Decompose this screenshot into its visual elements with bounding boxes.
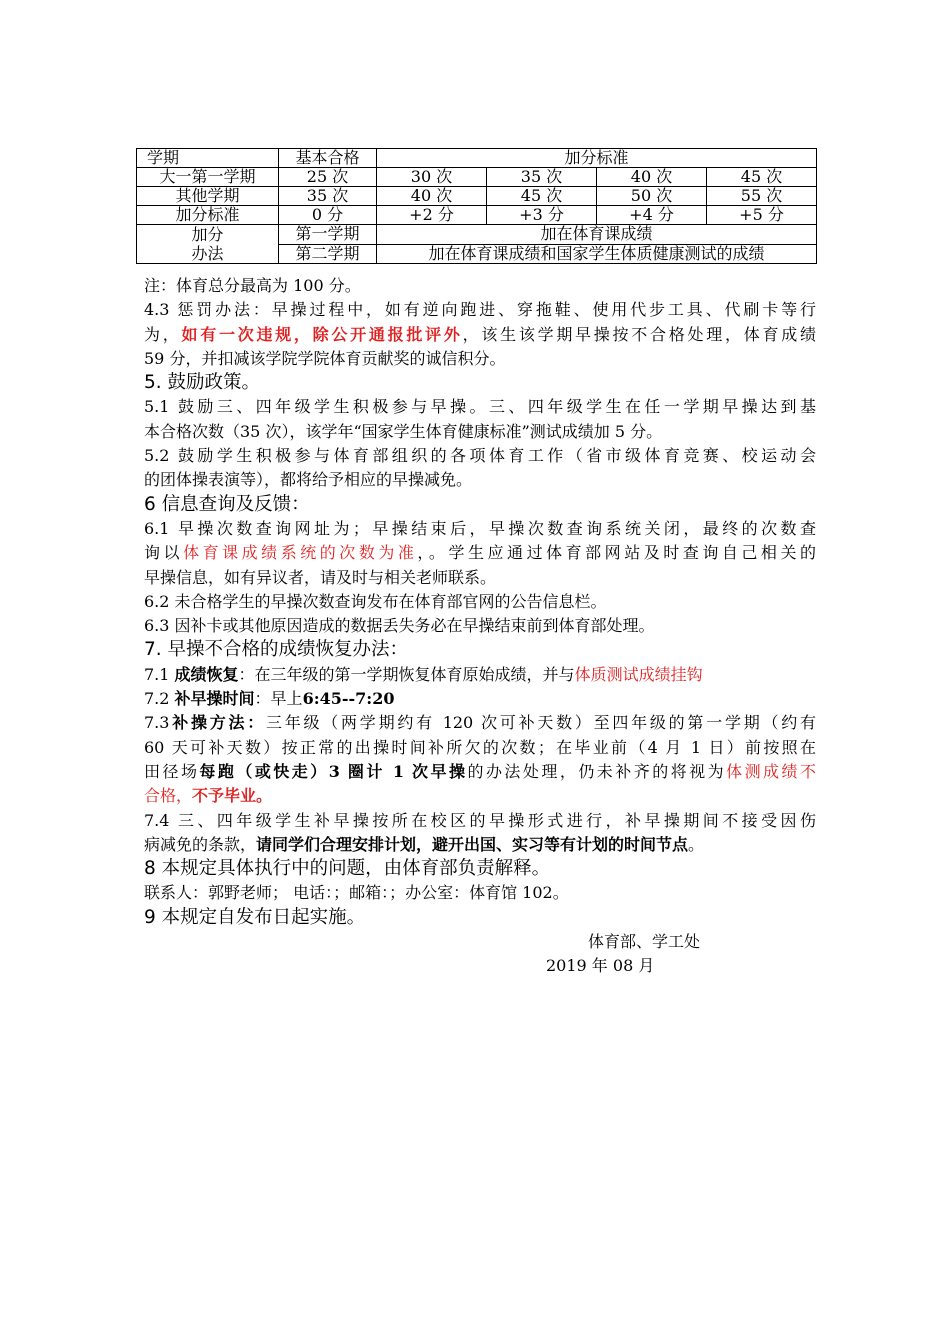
text-span: 。 <box>688 834 705 854</box>
signature-date: 2019 年 08 月 <box>546 956 655 976</box>
method-term-1-desc: 加在体育课成绩 <box>377 225 817 245</box>
text-span: ，。学生应通过体育部网站及时查询自己相关的 <box>417 543 816 563</box>
signature-org: 体育部、学工处 <box>588 932 701 952</box>
text-span: 田径场 <box>144 761 200 781</box>
row-value: 40 次 <box>377 187 487 206</box>
recovery-7-1 <box>144 663 816 687</box>
recovery-7-3-line-4 <box>144 784 816 808</box>
row-base: 35 次 <box>279 187 377 206</box>
recovery-7-3-line-2: 60 天可补天数）按正常的出操时间补所欠的次数；在毕业前（4 月 1 日）前按照在 <box>144 737 816 757</box>
row-base: 25 次 <box>279 168 377 187</box>
table-row <box>137 225 817 245</box>
recovery-highlight: 体测成绩不 <box>726 761 816 781</box>
bold-span: 补早操时间 <box>174 689 255 709</box>
method-term-1: 第一学期 <box>279 225 377 245</box>
query-6-3: 6.3 因补卡或其他原因造成的数据丢失务必在早操结束前到体育部处理。 <box>144 616 655 636</box>
section-heading-5: 5. 鼓励政策。 <box>144 372 261 394</box>
table-header-row <box>137 149 817 168</box>
method-term-2: 第二学期 <box>279 244 377 264</box>
text-span: 7.1 <box>144 664 175 684</box>
row-value: +3 分 <box>487 206 597 225</box>
table-row <box>137 206 817 225</box>
text-span: 病减免的条款， <box>144 834 257 854</box>
text-span: 询以 <box>144 543 184 563</box>
section-heading-8: 8 本规定具体执行中的问题，由体育部负责解释。 <box>144 858 551 880</box>
row-label: 大一第一学期 <box>137 168 279 187</box>
query-6-1-line-2 <box>144 541 816 565</box>
encourage-5-2-line-1: 5.2 鼓励学生积极参与体育部组织的各项体育工作（省市级体育竞赛、校运动会 <box>144 446 816 466</box>
text-span: ，该生该学期早操按不合格处理，体育成绩 <box>462 324 816 344</box>
encourage-5-2-line-2: 的团体操表演等），都将给予相应的早操减免。 <box>144 470 473 490</box>
penalty-line-2 <box>144 323 816 347</box>
body-text <box>144 274 816 979</box>
text-span: 7.2 <box>144 689 175 709</box>
query-6-1-line-1: 6.1 早操次数查询网址为；早操结束后，早操次数查询系统关闭，最终的次数查 <box>144 518 816 538</box>
row-label: 加分标准 <box>137 206 279 225</box>
table-row <box>137 168 817 187</box>
section-heading-7: 7. 早操不合格的成绩恢复办法： <box>144 639 409 661</box>
recovery-highlight-bold: 不予毕业。 <box>192 786 273 806</box>
encourage-5-1-line-2: 本合格次数（35 次），该学年“国家学生体育健康标准”测试成绩加 5 分。 <box>144 421 663 441</box>
text-span: 为， <box>144 324 182 344</box>
recovery-7-4-line-1: 7.4 三、四年级学生补早操按所在校区的早操形式进行，补早操期间不接受因伤 <box>144 810 816 830</box>
row-base: 0 分 <box>279 206 377 225</box>
table-header-base: 基本合格 <box>279 149 377 168</box>
bold-span: 补操方法： <box>169 713 267 733</box>
text-span: ：在三年级的第一学期恢复体育原始成绩，并与 <box>238 664 575 684</box>
row-value: +4 分 <box>597 206 707 225</box>
time-range: 6:45--7:20 <box>302 689 395 709</box>
row-value: 45 次 <box>707 168 817 187</box>
table-header-term: 学期 <box>137 149 279 168</box>
bold-span: 每跑（或快走）3 圈计 1 次早操 <box>199 761 468 781</box>
table-note: 注：体育总分最高为 100 分。 <box>144 276 361 295</box>
row-value: +5 分 <box>707 206 817 225</box>
row-value: 50 次 <box>597 187 707 206</box>
method-term-2-desc: 加在体育课成绩和国家学生体质健康测试的成绩 <box>377 244 817 264</box>
text-span: 7.3 <box>144 713 170 733</box>
row-value: +2 分 <box>377 206 487 225</box>
method-label-top: 加分 <box>191 225 224 244</box>
row-value: 30 次 <box>377 168 487 187</box>
table-row <box>137 187 817 206</box>
row-value: 35 次 <box>487 168 597 187</box>
bold-span: 请同学们合理安排计划，避开出国、实习等有计划的时间节点 <box>256 834 689 854</box>
row-value: 45 次 <box>487 187 597 206</box>
section-heading-9: 9 本规定自发布日起实施。 <box>144 906 366 928</box>
recovery-7-2 <box>144 687 816 711</box>
method-label-cell <box>137 225 279 264</box>
query-6-1-line-3: 早操信息，如有异议者，请及时与相关老师联系。 <box>144 567 497 587</box>
recovery-7-3-line-3 <box>144 760 816 784</box>
contact-line: 联系人：郭野老师； 电话：；邮箱：；办公室：体育馆 102。 <box>144 883 569 903</box>
method-label-bottom: 办法 <box>191 244 224 263</box>
text-span: 三年级（两学期约有 120 次可补天数）至四年级的第一学期（约有 <box>266 713 816 733</box>
row-value: 40 次 <box>597 168 707 187</box>
text-span: 的办法处理，仍未补齐的将视为 <box>467 761 727 781</box>
recovery-highlight: 合格， <box>144 786 193 806</box>
recovery-7-4-line-2 <box>144 833 816 857</box>
recovery-7-3-line-1 <box>144 711 816 735</box>
query-highlight: 体育课成绩系统的次数为准 <box>183 543 418 563</box>
row-label: 其他学期 <box>137 187 279 206</box>
query-6-2: 6.2 未合格学生的早操次数查询发布在体育部官网的公告信息栏。 <box>144 591 607 611</box>
penalty-line-3: 59 分，并扣减该学院学院体育贡献奖的诚信积分。 <box>144 348 506 368</box>
penalty-highlight: 如有一次违规，除公开通报批评外 <box>181 324 463 344</box>
encourage-5-1-line-1: 5.1 鼓励三、四年级学生积极参与早操。三、四年级学生在任一学期早操达到基 <box>144 397 816 417</box>
row-value: 55 次 <box>707 187 817 206</box>
penalty-line-1: 4.3 惩罚办法：早操过程中，如有逆向跑进、穿拖鞋、使用代步工具、代刷卡等行 <box>144 300 816 320</box>
bonus-standard-table <box>136 148 817 264</box>
table-header-bonus: 加分标准 <box>377 149 817 168</box>
bold-span: 成绩恢复 <box>174 664 239 684</box>
recovery-highlight: 体质测试成绩挂钩 <box>574 664 703 684</box>
text-span: ：早上 <box>254 689 303 709</box>
section-heading-6: 6 信息查询及反馈： <box>144 493 310 515</box>
